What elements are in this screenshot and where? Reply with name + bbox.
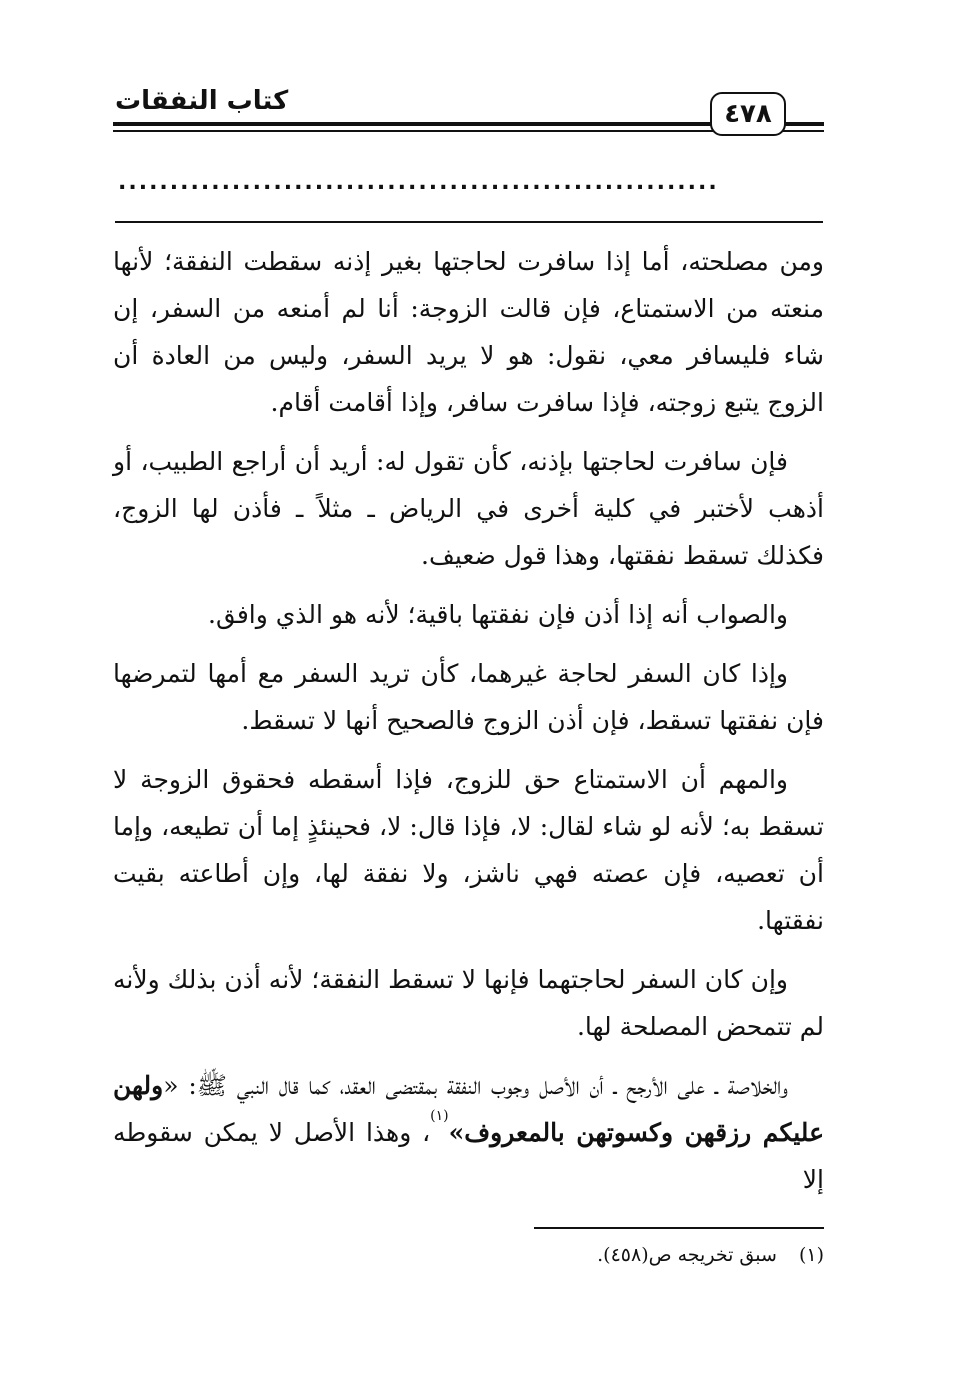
summary-text-start: والخلاصة ـ على الأرجح ـ أن الأصل وجوب النفقة بمقتضى العقد، كما قال النبي ﷺ: « <box>163 1071 788 1100</box>
quote-close: » <box>448 1118 465 1147</box>
summary-text-end: ، وهذا الأصل لا يمكن سقوطه إلا <box>113 1118 824 1194</box>
paragraph: وإذا كان السفر لحاجة غيرهما، كأن تريد السفر مع أمها لتمرضها فإن نفقتها تسقط، فإن أذن الزوج فالصحيح أنها لا تسقط. <box>113 659 824 735</box>
footnote-reference[interactable]: (١) <box>430 1108 449 1124</box>
book-title: كتاب النفقات <box>115 86 289 116</box>
section-separator <box>115 221 823 223</box>
footnote-rule <box>534 1227 824 1229</box>
paragraph: ومن مصلحته، أما إذا سافرت لحاجتها بغير إذنه سقطت النفقة؛ لأنها منعته من الاستمتاع، فإن قالت الزوجة: أنا لم أمنعه من السفر، إن شاء فليسافر معي، نقول: هو لا يريد السفر، وليس من العادة أن الزوج يتبع زوجته، فإذا سافرت سافر، وإذا أقامت أقام. <box>113 247 824 417</box>
omission-dots: .......................................................... <box>118 170 719 195</box>
paragraph: فإن سافرت لحاجتها بإذنه، كأن تقول له: أريد أن أراجع الطبيب، أو أذهب لأختبر في كلية أخرى في الرياض ـ مثلاً ـ فأذن لها الزوج، فكذلك تسقط نفقتها، وهذا قول ضعيف. <box>113 447 824 570</box>
hadith-quote: ولهن عليكم رزقهن وكسوتهن بالمعروف <box>113 1071 824 1147</box>
footnote-text: سبق تخريجه ص(٤٥٨). <box>597 1244 777 1266</box>
footnote <box>264 1240 824 1270</box>
paragraph: وإن كان السفر لحاجتهما فإنها لا تسقط النفقة؛ لأنه أذن بذلك ولأنه لم تتمحض المصلحة لها. <box>113 965 824 1041</box>
paragraph-summary <box>113 1062 824 1203</box>
footnote-number: (١) <box>798 1244 824 1266</box>
page-header <box>113 84 824 156</box>
paragraph: والمهم أن الاستمتاع حق للزوج، فإذا أسقطه فحقوق الزوجة لا تسقط به؛ لأنه لو شاء لقال: لا، فإذا قال: لا، فحينئذٍ إما أن تطيعه، وإما أن تعصيه، فإن عصته فهي ناشز، ولا نفقة لها، وإن أطاعته بقيت نفقتها. <box>113 765 824 935</box>
body-text <box>113 238 824 1215</box>
paragraph: والصواب أنه إذا أذن فإن نفقتها باقية؛ لأنه هو الذي وافق. <box>208 600 788 629</box>
page-number: ٤٧٨ <box>710 92 786 136</box>
